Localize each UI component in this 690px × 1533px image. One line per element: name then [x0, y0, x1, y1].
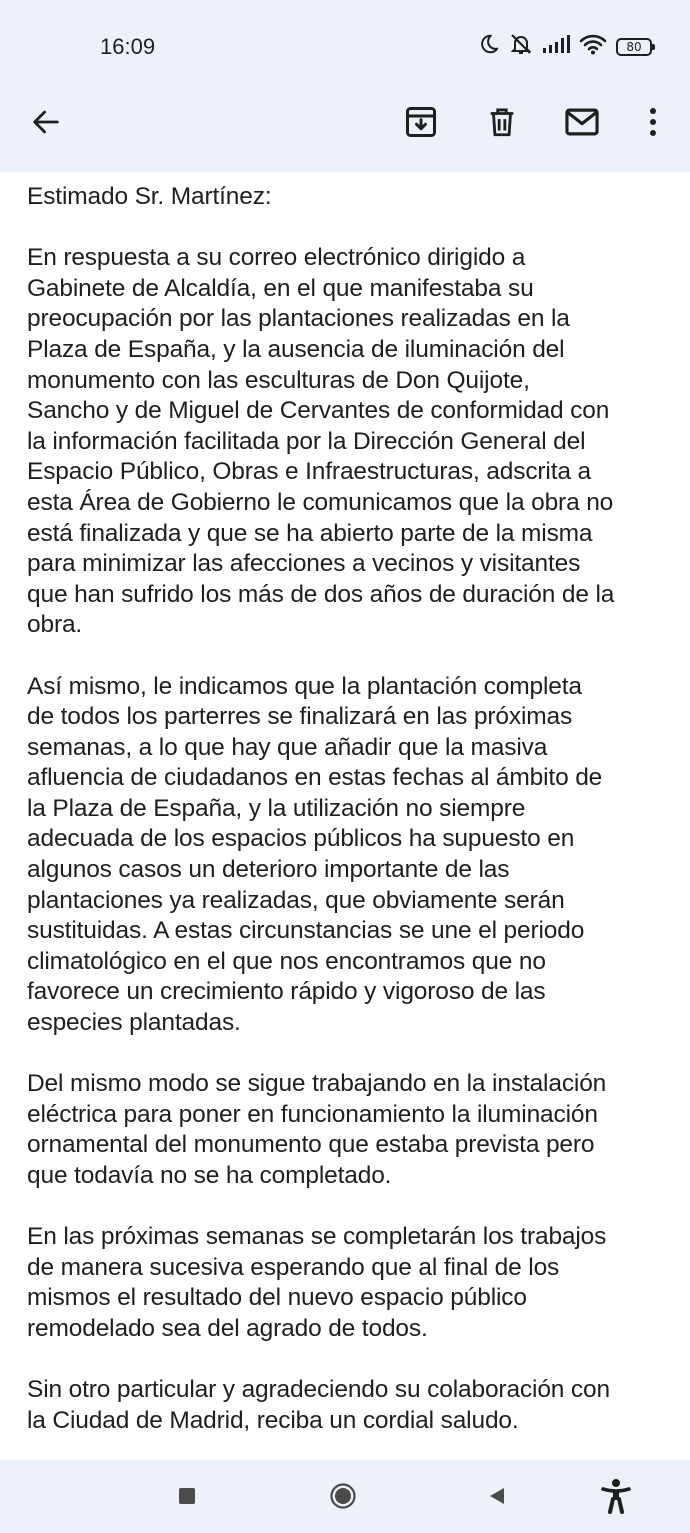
back-arrow-icon	[29, 105, 63, 144]
email-paragraph: En respuesta a su correo electrónico dirigido a Gabinete de Alcaldía, en el que manifestaba su preocupación por las plantaciones realizadas en la Plaza de España, y la ausencia de iluminación del monumento con las esculturas de Don Quijote, Sancho y de Miguel de Cervantes de conformidad con la información facilitada por la Dirección General del Espacio Público, Obras e Infraestructuras, adscrita a esta Área de Gobierno le comunicamos que la obra no está finalizada y que se ha abierto parte de la misma para minimizar las afecciones a vecinos y visitantes que han sufrido los más de dos años de duración de la obra.	[27, 244, 615, 639]
wifi-icon	[579, 33, 607, 60]
more-options-button[interactable]	[629, 100, 677, 148]
status-bar	[0, 0, 690, 96]
email-paragraph: En las próximas semanas se completarán los trabajos de manera sucesiva esperando que al final de los mismos el resultado del nuevo espacio público remodelado sea del agrado de todos.	[27, 1223, 607, 1342]
email-closing: Sin otro particular y agradeciendo su colaboración con la Ciudad de Madrid, reciba un cordial saludo.	[27, 1376, 610, 1434]
archive-button[interactable]	[397, 100, 445, 148]
email-greeting: Estimado Sr. Martínez:	[27, 183, 272, 210]
nav-back-button[interactable]	[477, 1478, 517, 1518]
archive-icon	[403, 104, 439, 145]
notifications-off-icon	[509, 32, 533, 61]
back-triangle-icon	[487, 1486, 507, 1511]
recents-square-icon	[178, 1487, 196, 1510]
battery-level: 80	[626, 39, 642, 54]
mark-unread-button[interactable]	[558, 100, 606, 148]
signal-icon	[542, 34, 570, 59]
home-button[interactable]	[323, 1478, 363, 1518]
email-paragraph: Así mismo, le indicamos que la plantación completa de todos los parterres se finalizará en las próximas semanas, a lo que hay que añadir que la masiva afluencia de ciudadanos en estas fechas al ámbito de la Plaza de España, y la utilización no siempre adecuada de los espacios públicos ha supuesto en algunos casos un deterioro importante de las plantaciones ya realizadas, que obviamente serán sustituidas. A estas circunstancias se une el periodo climatológico en el que nos encontramos que no favorece un crecimiento rápido y vigoroso de las especies plantadas.	[27, 672, 603, 1037]
delete-button[interactable]	[478, 100, 526, 148]
status-icons	[478, 32, 652, 61]
recents-button[interactable]	[167, 1478, 207, 1518]
email-toolbar	[0, 96, 690, 172]
email-paragraph: Del mismo modo se sigue trabajando en la instalación eléctrica para poner en funcionamiento la iluminación ornamental del monumento que estaba prevista pero que todavía no se ha completado.	[27, 1070, 607, 1189]
more-options-icon	[647, 105, 659, 144]
battery-icon	[616, 38, 652, 56]
home-circle-icon	[329, 1482, 357, 1515]
status-time: 16:09	[100, 34, 156, 59]
accessibility-icon	[600, 1478, 632, 1519]
email-body	[27, 182, 667, 1454]
back-button[interactable]	[22, 100, 70, 148]
moon-icon	[478, 33, 500, 60]
accessibility-button[interactable]	[596, 1478, 636, 1518]
mark-unread-icon	[563, 103, 601, 146]
delete-icon	[485, 105, 519, 144]
system-navigation-bar	[0, 1460, 690, 1533]
